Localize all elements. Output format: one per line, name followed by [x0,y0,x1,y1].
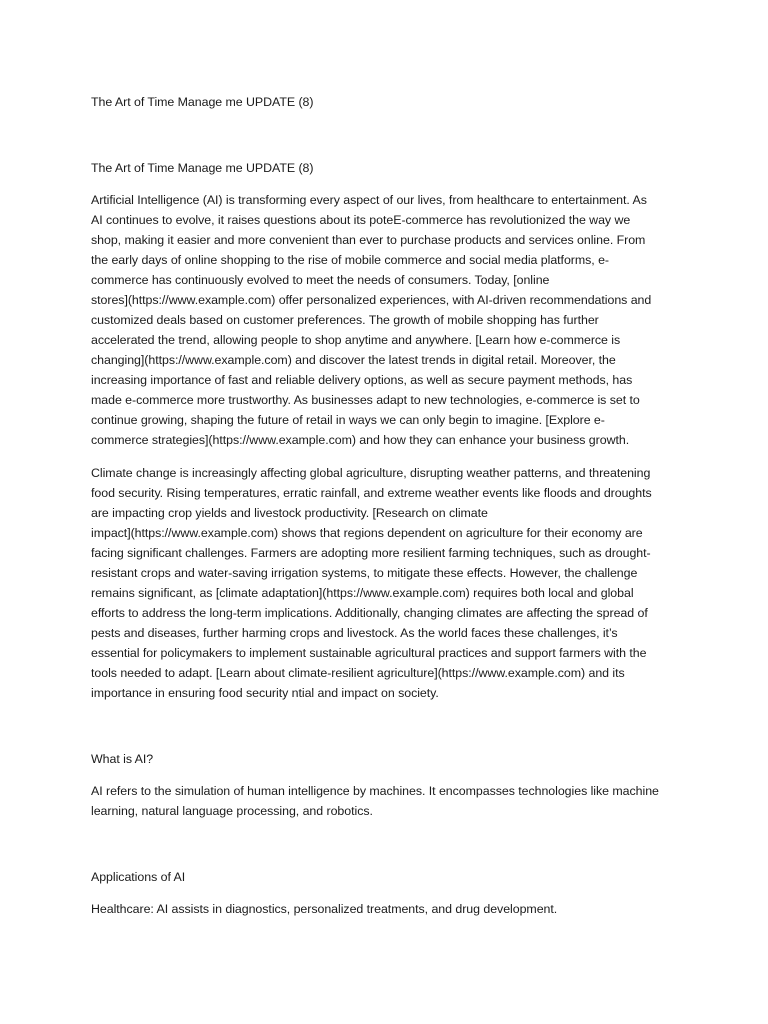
spacer [91,716,681,749]
paragraph-line: impact](https://www.example.com) shows that regions dependent on agriculture for their economy are [91,526,643,540]
paragraph-line: Artificial Intelligence (AI) is transforming every aspect of our lives, from healthcare to entertainment. As [91,193,647,207]
paragraph-line: remains significant, as [climate adaptation](https://www.example.com) requires both local and global [91,586,634,600]
paragraph-line: made e-commerce more trustworthy. As businesses adapt to new technologies, e-commerce is set to [91,393,640,407]
paragraph-line: customized deals based on customer preferences. The growth of mobile shopping has further [91,313,599,327]
spacer [91,112,681,158]
paragraph-line: AI continues to evolve, it raises questions about its poteE-commerce has revolutionized the way we [91,213,631,227]
paragraph-line: accelerated the trend, allowing people to shop anytime and anywhere. [Learn how e-commerce is [91,333,621,347]
document-title: The Art of Time Manage me UPDATE (8) [91,161,314,175]
paragraph-line: stores](https://www.example.com) offer personalized experiences, with AI-driven recommendations and [91,293,652,307]
paragraph-line: essential for policymakers to implement sustainable agricultural practices and support farmers with the [91,646,647,660]
paragraph-line: pests and diseases, further harming crops and livestock. As the world faces these challenges, it’s [91,626,618,640]
section-heading-applications-of-ai: Applications of AI [91,870,186,884]
document-body [91,92,681,932]
document-header-title: The Art of Time Manage me UPDATE (8) [91,95,314,109]
paragraph-line: facing significant challenges. Farmers are adopting more resilient farming techniques, such as drought- [91,546,651,560]
paragraph-line: food security. Rising temperatures, erratic rainfall, and extreme weather events like floods and droughts [91,486,652,500]
paragraph-line: efforts to address the long-term implications. Additionally, changing climates are affecting the spread of [91,606,648,620]
paragraph-line: importance in ensuring food security ntial and impact on society. [91,686,439,700]
paragraph-ai-ecommerce [91,190,681,450]
paragraph-what-is-ai [91,781,681,821]
paragraph-line: tools needed to adapt. [Learn about climate-resilient agriculture](https://www.example.com) and its [91,666,625,680]
paragraph-line: Healthcare: AI assists in diagnostics, personalized treatments, and drug development. [91,902,558,916]
paragraph-line: changing](https://www.example.com) and discover the latest trends in digital retail. Moreover, the [91,353,616,367]
paragraph-line: are impacting crop yields and livestock productivity. [Research on climate [91,506,488,520]
spacer [91,834,681,867]
paragraph-line: continue growing, shaping the future of retail in ways we can only begin to imagine. [Explore e- [91,413,605,427]
paragraph-line: AI refers to the simulation of human intelligence by machines. It encompasses technologies like machine [91,784,659,798]
paragraph-line: commerce has continuously evolved to meet the needs of consumers. Today, [online [91,273,550,287]
paragraph-line: increasing importance of fast and reliable delivery options, as well as secure payment methods, has [91,373,633,387]
paragraph-applications-of-ai [91,899,681,919]
paragraph-line: resistant crops and water-saving irrigation systems, to mitigate these effects. However, the challenge [91,566,638,580]
paragraph-line: learning, natural language processing, and robotics. [91,804,373,818]
paragraph-climate-change [91,463,681,703]
section-heading-what-is-ai: What is AI? [91,752,154,766]
paragraph-line: the early days of online shopping to the rise of mobile commerce and social media platforms, e- [91,253,609,267]
paragraph-line: shop, making it easier and more convenient than ever to purchase products and services online. From [91,233,646,247]
paragraph-line: commerce strategies](https://www.example.com) and how they can enhance your business growth. [91,433,630,447]
paragraph-line: Climate change is increasingly affecting global agriculture, disrupting weather patterns, and threatening [91,466,651,480]
